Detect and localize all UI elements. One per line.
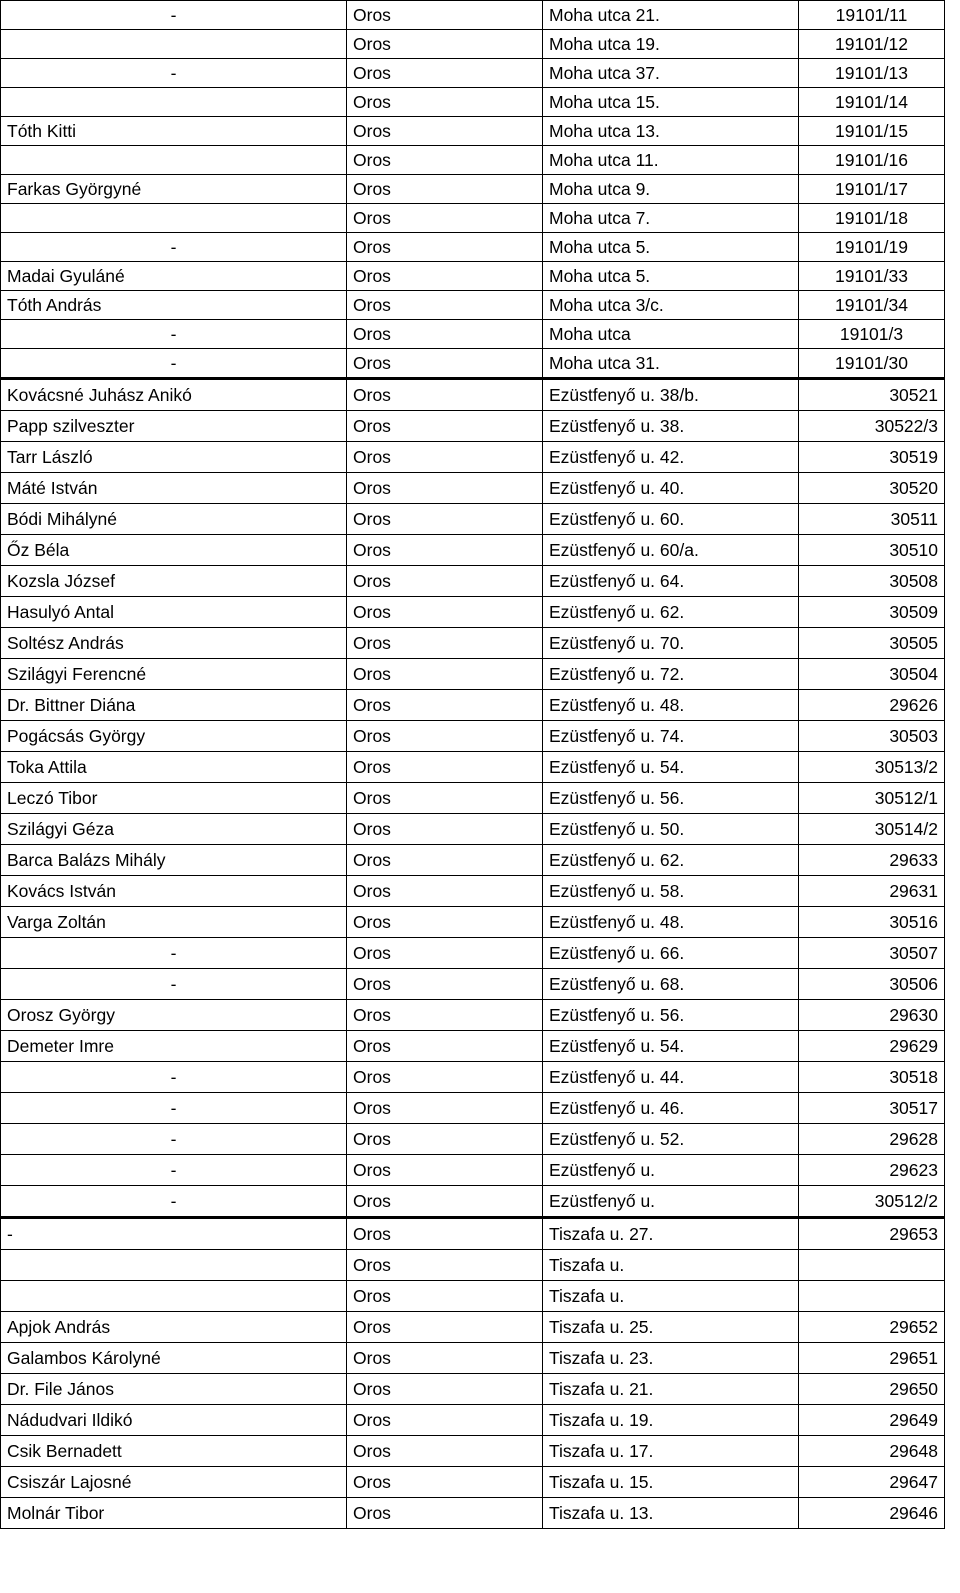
table-row: [1, 1281, 945, 1312]
city-cell: Oros: [347, 473, 543, 504]
owner-name-cell: Kozsla József: [1, 566, 347, 597]
owner-name-cell: -: [1, 1155, 347, 1186]
table-row: [1, 1186, 945, 1218]
table-row: [1, 175, 945, 204]
address-cell: Moha utca 3/c.: [543, 291, 799, 320]
city-cell: Oros: [347, 320, 543, 349]
parcel-number-cell: 30504: [799, 659, 945, 690]
table-row: [1, 1467, 945, 1498]
city-cell: Oros: [347, 1000, 543, 1031]
table-row: [1, 690, 945, 721]
parcel-number-cell: [799, 1250, 945, 1281]
city-cell: Oros: [347, 233, 543, 262]
city-cell: Oros: [347, 1124, 543, 1155]
owner-name-cell: -: [1, 938, 347, 969]
table-row: [1, 814, 945, 845]
owner-name-cell: Galambos Károlyné: [1, 1343, 347, 1374]
city-cell: Oros: [347, 628, 543, 659]
address-cell: Moha utca 31.: [543, 349, 799, 379]
table-row: [1, 969, 945, 1000]
address-cell: Moha utca 5.: [543, 262, 799, 291]
parcel-number-cell: 29646: [799, 1498, 945, 1529]
table-row: [1, 721, 945, 752]
table-row: [1, 628, 945, 659]
address-cell: Ezüstfenyő u. 66.: [543, 938, 799, 969]
parcel-number-cell: 30519: [799, 442, 945, 473]
address-cell: Ezüstfenyő u. 60/a.: [543, 535, 799, 566]
owner-name-cell: [1, 204, 347, 233]
owner-name-cell: [1, 1250, 347, 1281]
city-cell: Oros: [347, 88, 543, 117]
city-cell: Oros: [347, 1374, 543, 1405]
owner-name-cell: Nádudvari Ildikó: [1, 1405, 347, 1436]
table-row: [1, 59, 945, 88]
table-row: [1, 845, 945, 876]
city-cell: Oros: [347, 146, 543, 175]
city-cell: Oros: [347, 1312, 543, 1343]
address-cell: Ezüstfenyő u. 64.: [543, 566, 799, 597]
parcel-number-cell: 29630: [799, 1000, 945, 1031]
city-cell: Oros: [347, 1031, 543, 1062]
city-cell: Oros: [347, 907, 543, 938]
address-cell: Ezüstfenyő u. 62.: [543, 597, 799, 628]
city-cell: Oros: [347, 411, 543, 442]
city-cell: Oros: [347, 1250, 543, 1281]
table-row: [1, 1, 945, 30]
table-row: [1, 146, 945, 175]
parcel-number-cell: 29653: [799, 1218, 945, 1250]
city-cell: Oros: [347, 938, 543, 969]
parcel-number-cell: 30522/3: [799, 411, 945, 442]
city-cell: Oros: [347, 814, 543, 845]
parcel-number-cell: 30512/2: [799, 1186, 945, 1218]
owner-name-cell: Kovács István: [1, 876, 347, 907]
owner-name-cell: -: [1, 1124, 347, 1155]
parcel-number-cell: 19101/11: [799, 1, 945, 30]
city-cell: Oros: [347, 876, 543, 907]
table-row: [1, 1343, 945, 1374]
address-cell: Moha utca 7.: [543, 204, 799, 233]
address-cell: Ezüstfenyő u. 74.: [543, 721, 799, 752]
address-cell: Ezüstfenyő u. 46.: [543, 1093, 799, 1124]
address-cell: Moha utca 5.: [543, 233, 799, 262]
table-row: [1, 752, 945, 783]
address-cell: Moha utca 37.: [543, 59, 799, 88]
table-row: [1, 938, 945, 969]
table-row: [1, 1250, 945, 1281]
address-cell: Tiszafa u. 27.: [543, 1218, 799, 1250]
owner-name-cell: Orosz György: [1, 1000, 347, 1031]
address-cell: Moha utca 11.: [543, 146, 799, 175]
city-cell: Oros: [347, 30, 543, 59]
table-row: [1, 1405, 945, 1436]
owner-name-cell: -: [1, 320, 347, 349]
owner-name-cell: Szilágyi Géza: [1, 814, 347, 845]
address-cell: Tiszafa u. 23.: [543, 1343, 799, 1374]
owner-name-cell: Leczó Tibor: [1, 783, 347, 814]
owner-name-cell: Demeter Imre: [1, 1031, 347, 1062]
city-cell: Oros: [347, 504, 543, 535]
city-cell: Oros: [347, 1155, 543, 1186]
table-row: [1, 783, 945, 814]
parcel-number-cell: 19101/14: [799, 88, 945, 117]
owner-name-cell: Szilágyi Ferencné: [1, 659, 347, 690]
owner-name-cell: Barca Balázs Mihály: [1, 845, 347, 876]
parcel-number-cell: 29631: [799, 876, 945, 907]
table-row: [1, 204, 945, 233]
owner-name-cell: Tarr László: [1, 442, 347, 473]
city-cell: Oros: [347, 262, 543, 291]
table-row: [1, 659, 945, 690]
table-row: [1, 30, 945, 59]
address-cell: Ezüstfenyő u. 44.: [543, 1062, 799, 1093]
table-row: [1, 1000, 945, 1031]
city-cell: Oros: [347, 690, 543, 721]
city-cell: Oros: [347, 379, 543, 411]
table-row: [1, 262, 945, 291]
parcel-number-cell: 19101/33: [799, 262, 945, 291]
owner-name-cell: Varga Zoltán: [1, 907, 347, 938]
address-cell: Tiszafa u. 19.: [543, 1405, 799, 1436]
parcel-number-cell: 29628: [799, 1124, 945, 1155]
parcel-number-cell: 29649: [799, 1405, 945, 1436]
owner-name-cell: Kovácsné Juhász Anikó: [1, 379, 347, 411]
owner-name-cell: Pogácsás György: [1, 721, 347, 752]
parcel-number-cell: 29623: [799, 1155, 945, 1186]
owner-name-cell: Dr. File János: [1, 1374, 347, 1405]
city-cell: Oros: [347, 1343, 543, 1374]
address-cell: Ezüstfenyő u. 50.: [543, 814, 799, 845]
parcel-number-cell: 19101/3: [799, 320, 945, 349]
table-row: [1, 233, 945, 262]
city-cell: Oros: [347, 721, 543, 752]
city-cell: Oros: [347, 175, 543, 204]
parcel-number-cell: 30509: [799, 597, 945, 628]
address-cell: Ezüstfenyő u. 68.: [543, 969, 799, 1000]
table-row: [1, 876, 945, 907]
table-row: [1, 597, 945, 628]
owner-name-cell: Csik Bernadett: [1, 1436, 347, 1467]
table-row: [1, 1436, 945, 1467]
address-cell: Moha utca 21.: [543, 1, 799, 30]
owner-name-cell: Madai Gyuláné: [1, 262, 347, 291]
owner-name-cell: Tóth Kitti: [1, 117, 347, 146]
city-cell: Oros: [347, 535, 543, 566]
owner-name-cell: -: [1, 233, 347, 262]
address-cell: Moha utca 19.: [543, 30, 799, 59]
city-cell: Oros: [347, 442, 543, 473]
parcel-number-cell: 29652: [799, 1312, 945, 1343]
owner-name-cell: Hasulyó Antal: [1, 597, 347, 628]
table-row: [1, 1124, 945, 1155]
parcel-number-cell: 19101/19: [799, 233, 945, 262]
city-cell: Oros: [347, 1062, 543, 1093]
table-row: [1, 1093, 945, 1124]
address-cell: Ezüstfenyő u.: [543, 1155, 799, 1186]
table-row: [1, 1062, 945, 1093]
owner-name-cell: [1, 88, 347, 117]
owner-name-cell: Toka Attila: [1, 752, 347, 783]
parcel-number-cell: 29647: [799, 1467, 945, 1498]
parcel-number-cell: 19101/15: [799, 117, 945, 146]
parcel-number-cell: 30508: [799, 566, 945, 597]
address-cell: Moha utca 13.: [543, 117, 799, 146]
address-cell: Ezüstfenyő u. 56.: [543, 783, 799, 814]
address-cell: Tiszafa u.: [543, 1250, 799, 1281]
address-cell: Tiszafa u. 13.: [543, 1498, 799, 1529]
owner-name-cell: Bódi Mihályné: [1, 504, 347, 535]
city-cell: Oros: [347, 1498, 543, 1529]
city-cell: Oros: [347, 566, 543, 597]
address-cell: Ezüstfenyő u.: [543, 1186, 799, 1218]
parcel-number-cell: 30506: [799, 969, 945, 1000]
city-cell: Oros: [347, 1281, 543, 1312]
parcel-number-cell: 30510: [799, 535, 945, 566]
table-row: [1, 411, 945, 442]
parcel-number-cell: 29633: [799, 845, 945, 876]
owner-name-cell: -: [1, 1186, 347, 1218]
address-cell: Moha utca: [543, 320, 799, 349]
parcel-number-cell: 30520: [799, 473, 945, 504]
owner-name-cell: Dr. Bittner Diána: [1, 690, 347, 721]
parcel-number-cell: 19101/12: [799, 30, 945, 59]
address-cell: Ezüstfenyő u. 60.: [543, 504, 799, 535]
address-cell: Tiszafa u. 25.: [543, 1312, 799, 1343]
table-row: [1, 442, 945, 473]
parcel-number-cell: 30518: [799, 1062, 945, 1093]
city-cell: Oros: [347, 59, 543, 88]
owner-name-cell: -: [1, 59, 347, 88]
parcel-number-cell: 19101/34: [799, 291, 945, 320]
address-cell: Ezüstfenyő u. 48.: [543, 690, 799, 721]
table-row: [1, 1312, 945, 1343]
property-table-body: [1, 1, 945, 1529]
owner-name-cell: Molnár Tibor: [1, 1498, 347, 1529]
parcel-number-cell: 29648: [799, 1436, 945, 1467]
address-cell: Ezüstfenyő u. 70.: [543, 628, 799, 659]
owner-name-cell: Őz Béla: [1, 535, 347, 566]
owner-name-cell: Csiszár Lajosné: [1, 1467, 347, 1498]
table-row: [1, 88, 945, 117]
parcel-number-cell: 19101/18: [799, 204, 945, 233]
table-row: [1, 1218, 945, 1250]
table-row: [1, 379, 945, 411]
parcel-number-cell: 30505: [799, 628, 945, 659]
address-cell: Tiszafa u. 15.: [543, 1467, 799, 1498]
owner-name-cell: Papp szilveszter: [1, 411, 347, 442]
owner-name-cell: Tóth András: [1, 291, 347, 320]
parcel-number-cell: 29651: [799, 1343, 945, 1374]
owner-name-cell: Apjok András: [1, 1312, 347, 1343]
address-cell: Ezüstfenyő u. 72.: [543, 659, 799, 690]
address-cell: Tiszafa u. 21.: [543, 1374, 799, 1405]
owner-name-cell: [1, 1281, 347, 1312]
owner-name-cell: -: [1, 1093, 347, 1124]
city-cell: Oros: [347, 845, 543, 876]
table-row: [1, 349, 945, 379]
address-cell: Ezüstfenyő u. 56.: [543, 1000, 799, 1031]
table-row: [1, 1031, 945, 1062]
city-cell: Oros: [347, 1, 543, 30]
parcel-number-cell: 30512/1: [799, 783, 945, 814]
parcel-number-cell: [799, 1281, 945, 1312]
city-cell: Oros: [347, 969, 543, 1000]
address-cell: Ezüstfenyő u. 40.: [543, 473, 799, 504]
city-cell: Oros: [347, 204, 543, 233]
parcel-number-cell: 30514/2: [799, 814, 945, 845]
city-cell: Oros: [347, 752, 543, 783]
table-row: [1, 1374, 945, 1405]
parcel-number-cell: 19101/16: [799, 146, 945, 175]
address-cell: Moha utca 9.: [543, 175, 799, 204]
address-cell: Ezüstfenyő u. 58.: [543, 876, 799, 907]
address-cell: Tiszafa u.: [543, 1281, 799, 1312]
table-row: [1, 291, 945, 320]
parcel-number-cell: 19101/13: [799, 59, 945, 88]
city-cell: Oros: [347, 291, 543, 320]
address-cell: Ezüstfenyő u. 38.: [543, 411, 799, 442]
owner-name-cell: -: [1, 1218, 347, 1250]
parcel-number-cell: 30503: [799, 721, 945, 752]
owner-name-cell: -: [1, 1, 347, 30]
city-cell: Oros: [347, 659, 543, 690]
table-row: [1, 320, 945, 349]
owner-name-cell: -: [1, 349, 347, 379]
address-cell: Ezüstfenyő u. 54.: [543, 1031, 799, 1062]
city-cell: Oros: [347, 1093, 543, 1124]
table-row: [1, 907, 945, 938]
parcel-number-cell: 29650: [799, 1374, 945, 1405]
owner-name-cell: -: [1, 969, 347, 1000]
city-cell: Oros: [347, 349, 543, 379]
address-cell: Ezüstfenyő u. 48.: [543, 907, 799, 938]
address-cell: Ezüstfenyő u. 38/b.: [543, 379, 799, 411]
city-cell: Oros: [347, 783, 543, 814]
parcel-number-cell: 30513/2: [799, 752, 945, 783]
parcel-number-cell: 29626: [799, 690, 945, 721]
parcel-number-cell: 30517: [799, 1093, 945, 1124]
parcel-number-cell: 30511: [799, 504, 945, 535]
city-cell: Oros: [347, 597, 543, 628]
parcel-number-cell: 30516: [799, 907, 945, 938]
parcel-number-cell: 29629: [799, 1031, 945, 1062]
city-cell: Oros: [347, 1436, 543, 1467]
city-cell: Oros: [347, 1218, 543, 1250]
parcel-number-cell: 30507: [799, 938, 945, 969]
owner-name-cell: Máté István: [1, 473, 347, 504]
city-cell: Oros: [347, 117, 543, 146]
table-row: [1, 117, 945, 146]
owner-name-cell: -: [1, 1062, 347, 1093]
address-cell: Ezüstfenyő u. 42.: [543, 442, 799, 473]
address-cell: Moha utca 15.: [543, 88, 799, 117]
table-row: [1, 1155, 945, 1186]
city-cell: Oros: [347, 1186, 543, 1218]
table-row: [1, 473, 945, 504]
address-cell: Ezüstfenyő u. 62.: [543, 845, 799, 876]
table-row: [1, 504, 945, 535]
city-cell: Oros: [347, 1405, 543, 1436]
parcel-number-cell: 19101/30: [799, 349, 945, 379]
address-cell: Ezüstfenyő u. 54.: [543, 752, 799, 783]
parcel-number-cell: 19101/17: [799, 175, 945, 204]
address-cell: Tiszafa u. 17.: [543, 1436, 799, 1467]
table-row: [1, 1498, 945, 1529]
owner-name-cell: Soltész András: [1, 628, 347, 659]
city-cell: Oros: [347, 1467, 543, 1498]
owner-name-cell: [1, 146, 347, 175]
owner-name-cell: Farkas Györgyné: [1, 175, 347, 204]
parcel-number-cell: 30521: [799, 379, 945, 411]
table-row: [1, 535, 945, 566]
table-row: [1, 566, 945, 597]
owner-name-cell: [1, 30, 347, 59]
address-cell: Ezüstfenyő u. 52.: [543, 1124, 799, 1155]
